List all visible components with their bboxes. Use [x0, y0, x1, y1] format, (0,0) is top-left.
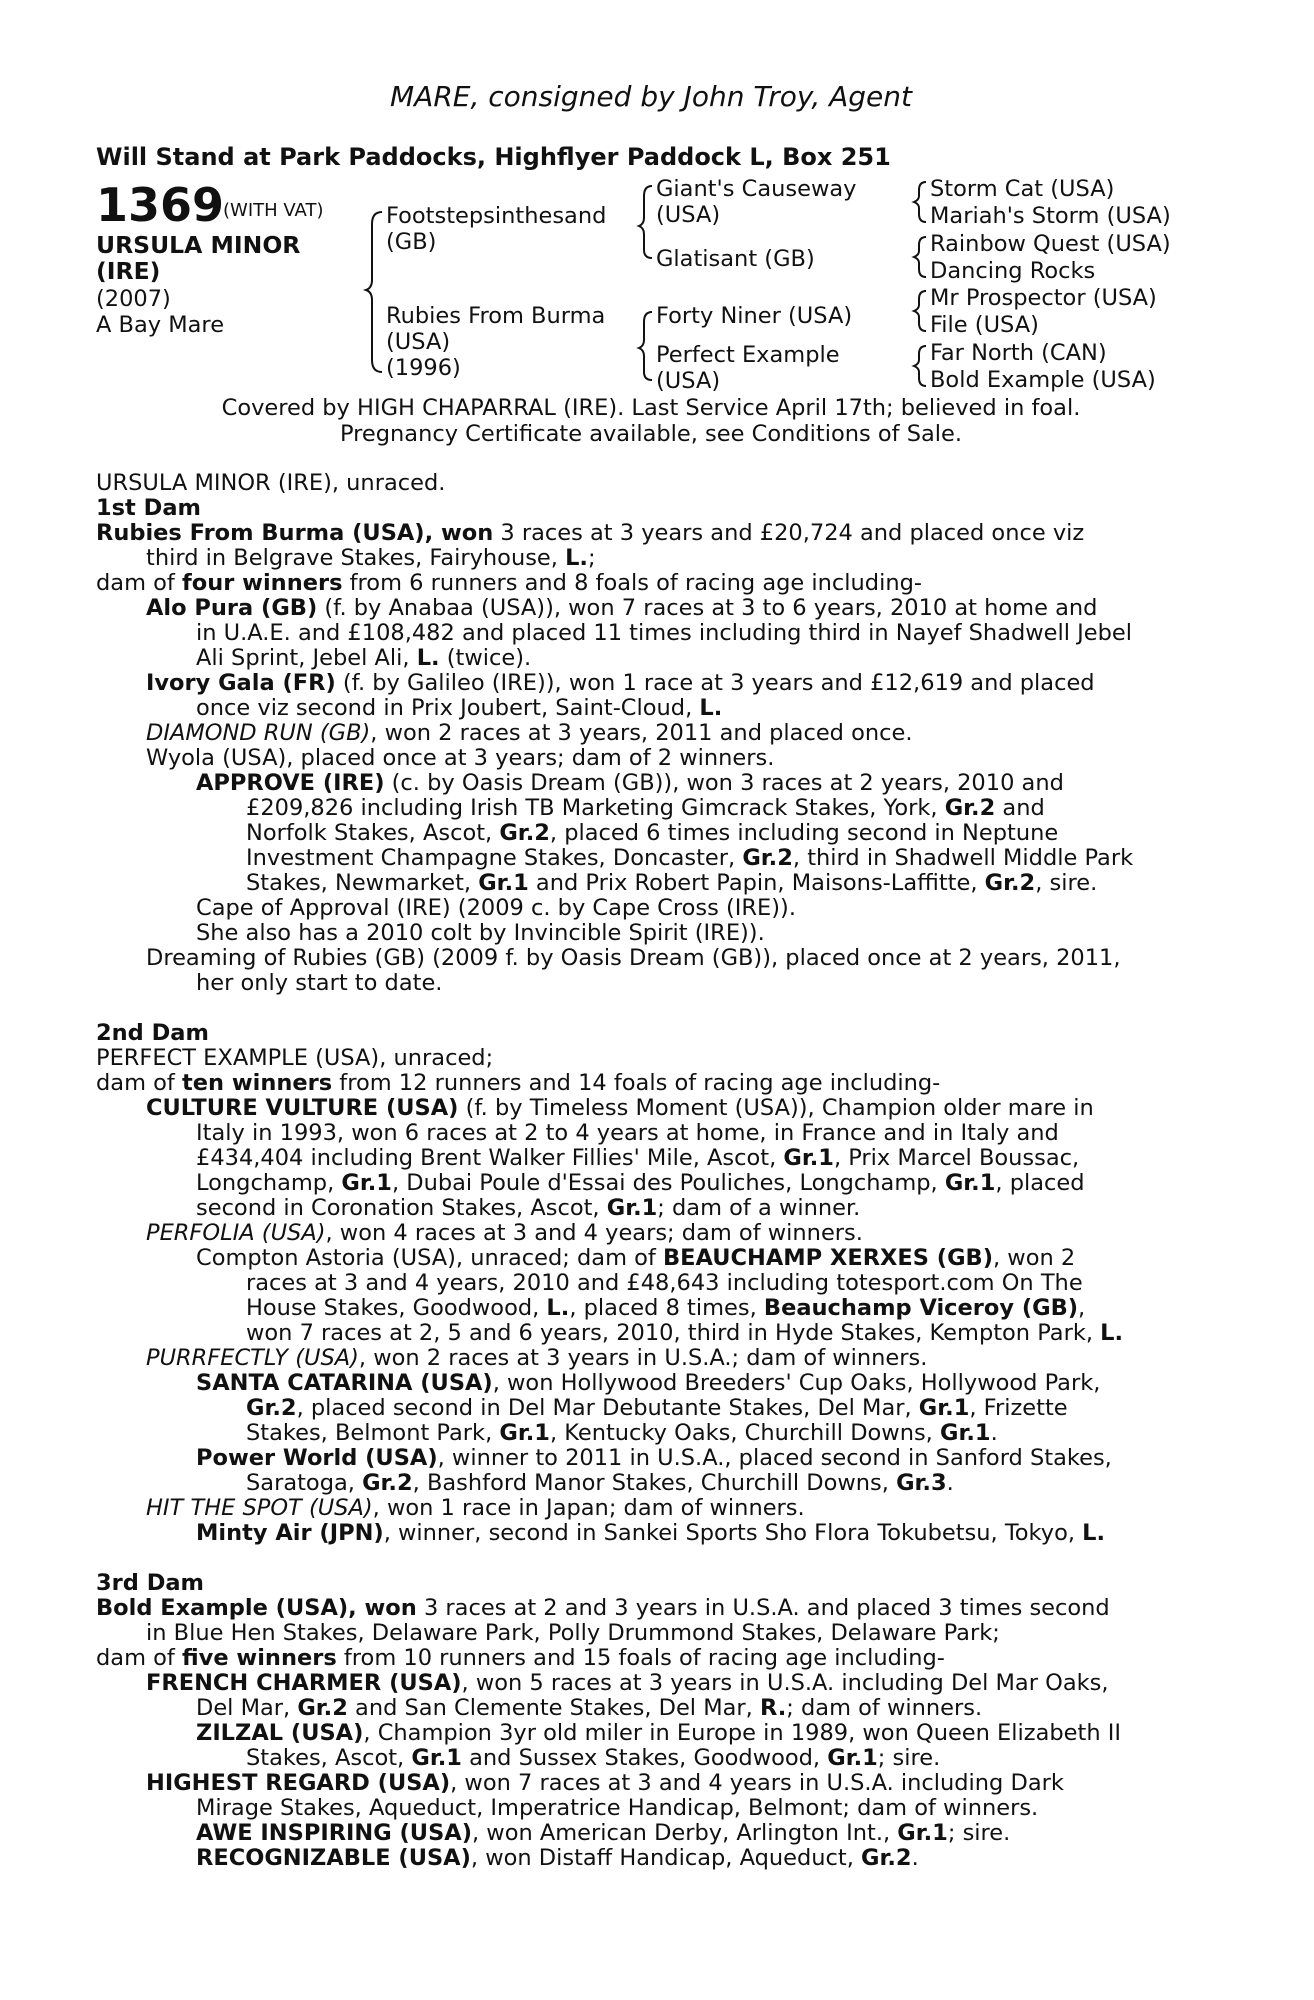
compton-line-2: races at 3 and 4 years, 2010 and £48,643 including totesport.com On The — [246, 1270, 1083, 1296]
text-run: Gr.2 — [362, 1470, 413, 1496]
text-run: Gr.1 — [341, 1170, 392, 1196]
text-run: Gr.1 — [499, 1420, 550, 1446]
cape-line: Cape of Approval (IRE) (2009 c. by Cape Cross (IRE)). — [196, 895, 796, 921]
zilzal-line-1 — [196, 1721, 1121, 1746]
text-run: won 7 races at 2, 5 and 6 years, 2010, third in Hyde Stakes, Kempton Park, — [246, 1320, 1101, 1346]
text-run: dam of — [96, 570, 182, 596]
text-run: ; sire. — [947, 1820, 1011, 1846]
text-run: Gr.1 — [411, 1745, 462, 1771]
horse-summary: URSULA MINOR (IRE), unraced. — [96, 470, 446, 496]
text-run: ; — [587, 545, 596, 571]
text-run: second in Coronation Stakes, Ascot, — [196, 1195, 607, 1221]
catalogue-page — [96, 0, 1206, 2000]
text-run: , won 4 races at 3 and 4 years; dam of winners. — [325, 1220, 863, 1246]
text-run: CULTURE VULTURE (USA) — [146, 1095, 459, 1121]
culture-vulture-line-5 — [196, 1196, 860, 1221]
awe-inspiring-line — [196, 1821, 1010, 1846]
text-run: Gr.1 — [944, 1170, 996, 1196]
ggp-3: Rainbow Quest (USA) — [930, 231, 1171, 257]
text-run: FRENCH CHARMER (USA) — [146, 1670, 462, 1696]
text-run: four winners — [181, 570, 343, 596]
text-run: RECOGNIZABLE (USA) — [196, 1845, 471, 1871]
power-world-line-2 — [246, 1471, 954, 1496]
third-dam-line-3 — [96, 1646, 945, 1671]
text-run: Beauchamp Viceroy (GB) — [763, 1295, 1079, 1321]
horse-origin: (IRE) — [96, 257, 161, 285]
text-run: , Champion 3yr old miler in Europe in 1989, won Queen Elizabeth II — [363, 1720, 1121, 1746]
text-run: . — [990, 1420, 998, 1446]
brace-ggp-1 — [914, 182, 926, 222]
approve-line-1 — [196, 771, 1064, 796]
text-run: , placed 6 times including second in Neptune — [549, 820, 1059, 846]
dam-dam-origin: (USA) — [656, 368, 721, 394]
alo-pura-line-3 — [196, 646, 531, 671]
dam-name: Rubies From Burma — [386, 303, 606, 329]
text-run: ten winners — [181, 1070, 333, 1096]
text-run: (f. by Timeless Moment (USA)), Champion older mare in — [458, 1095, 1094, 1121]
text-run: , won 2 — [992, 1245, 1076, 1271]
text-run: , placed — [995, 1170, 1085, 1196]
text-run: Gr.1 — [606, 1195, 658, 1221]
culture-vulture-line-4 — [196, 1171, 1085, 1196]
text-run: , Frizette — [969, 1395, 1068, 1421]
brace-sire — [639, 186, 652, 258]
text-run: , won — [348, 1595, 417, 1621]
stabling-location: Will Stand at Park Paddocks, Highflyer Paddock L, Box 251 — [96, 143, 891, 171]
text-run: PERFOLIA (USA) — [146, 1220, 326, 1246]
text-run: L. — [565, 545, 588, 571]
dreaming-line-1: Dreaming of Rubies (GB) (2009 f. by Oasis Dream (GB)), placed once at 2 years, 2011, — [146, 945, 1121, 971]
sire-origin: (GB) — [386, 229, 437, 255]
ggp-4: Dancing Rocks — [930, 258, 1096, 284]
first-dam-name: Rubies From Burma (USA) — [96, 520, 425, 546]
text-run: Saratoga, — [246, 1470, 363, 1496]
text-run: (f. by Galileo (IRE)), won 1 race at 3 years and £12,619 and placed — [335, 670, 1095, 696]
text-run: Gr.1 — [827, 1745, 878, 1771]
text-run: Stakes, Ascot, — [246, 1745, 412, 1771]
third-dam-line-2: in Blue Hen Stakes, Delaware Park, Polly Drummond Stakes, Delaware Park; — [146, 1620, 1000, 1646]
text-run: Compton Astoria (USA), unraced; dam of — [196, 1245, 664, 1271]
ivory-gala-line-1 — [146, 671, 1095, 696]
text-run: Gr.1 — [897, 1820, 948, 1846]
text-run: , won — [424, 520, 494, 546]
first-dam-heading: 1st Dam — [96, 495, 201, 521]
text-run: AWE INSPIRING (USA) — [196, 1820, 472, 1846]
text-run: L. — [1100, 1320, 1124, 1346]
text-run: , won Distaff Handicap, Aqueduct, — [470, 1845, 862, 1871]
text-run: and Sussex Stakes, Goodwood, — [461, 1745, 828, 1771]
alo-pura-line-2: in U.A.E. and £108,482 and placed 11 times including third in Nayef Shadwell Jebel — [196, 620, 1133, 646]
text-run: Norfolk Stakes, Ascot, — [246, 820, 500, 846]
power-world-line-1 — [196, 1446, 1112, 1471]
ggp-2: Mariah's Storm (USA) — [930, 203, 1171, 229]
horse-year: (2007) — [96, 286, 171, 312]
zilzal-line-2 — [246, 1746, 940, 1771]
minty-air-line — [196, 1521, 1105, 1546]
third-dam-line-1 — [96, 1596, 1110, 1621]
text-run: , third in Shadwell Middle Park — [792, 845, 1134, 871]
dam-dam-name: Perfect Example — [656, 342, 840, 368]
text-run: ; sire. — [877, 1745, 941, 1771]
text-run: , Prix Marcel Boussac, — [833, 1145, 1080, 1171]
text-run: , winner to 2011 in U.S.A., placed second in Sanford Stakes, — [437, 1445, 1112, 1471]
culture-vulture-line-1 — [146, 1096, 1094, 1121]
text-run: five winners — [181, 1645, 337, 1671]
pregnancy-note: Pregnancy Certificate available, see Conditions of Sale. — [339, 421, 963, 447]
text-run: and Prix Robert Papin, Maisons-Laffitte, — [528, 870, 985, 896]
text-run — [96, 521, 1084, 546]
santa-catarina-line-2 — [246, 1396, 1068, 1421]
text-run: £209,826 including Irish TB Marketing Gimcrack Stakes, York, — [246, 795, 945, 821]
text-run: third in Belgrave Stakes, Fairyhouse, — [146, 545, 566, 571]
sire-name: Footstepsinthesand — [386, 203, 607, 229]
diamond-run-line — [146, 721, 912, 746]
compton-line-3 — [246, 1296, 1085, 1321]
pedigree-braces — [96, 0, 1206, 420]
text-run: Power World (USA) — [196, 1445, 438, 1471]
text-run: Gr.2 — [944, 795, 996, 821]
vat-note: (WITH VAT) — [223, 200, 324, 221]
text-run: . — [911, 1845, 919, 1871]
ivory-gala-line-2 — [196, 696, 722, 721]
compton-line-4 — [246, 1321, 1123, 1346]
text-run: Stakes, Newmarket, — [246, 870, 479, 896]
second-dam-heading: 2nd Dam — [96, 1020, 209, 1046]
text-run: Gr.1 — [783, 1145, 834, 1171]
text-run: from 10 runners and 15 foals of racing age including- — [336, 1645, 945, 1671]
text-run: once viz second in Prix Joubert, Saint-Cloud, — [196, 695, 700, 721]
text-run: , won 7 races at 3 and 4 years in U.S.A. including Dark — [450, 1770, 1064, 1796]
brace-main — [366, 212, 382, 372]
sire-dam-name: Glatisant (GB) — [656, 246, 815, 272]
text-run: 3 races at 3 years and £20,724 and placed once viz — [493, 520, 1085, 546]
text-run: , won Hollywood Breeders' Cup Oaks, Hollywood Park, — [492, 1370, 1101, 1396]
text-run: from 6 runners and 8 foals of racing age including- — [342, 570, 922, 596]
text-run: Gr.2 — [861, 1845, 912, 1871]
text-run: , winner, second in Sankei Sports Sho Flora Tokubetsu, Tokyo, — [383, 1520, 1083, 1546]
first-dam-line-3 — [96, 571, 922, 596]
dam-year: (1996) — [386, 355, 461, 381]
text-run: Minty Air (JPN) — [196, 1520, 384, 1546]
text-run: Gr.3 — [896, 1470, 947, 1496]
santa-catarina-line-1 — [196, 1371, 1100, 1396]
second-dam-line-1: PERFECT EXAMPLE (USA), unraced; — [96, 1045, 494, 1071]
text-run: (c. by Oasis Dream (GB)), won 3 races at 2 years, 2010 and — [384, 770, 1064, 796]
dreaming-line-2: her only start to date. — [196, 970, 443, 996]
text-run: and San Clemente Stakes, Del Mar, — [347, 1695, 760, 1721]
text-run: BEAUCHAMP XERXES (GB) — [663, 1245, 993, 1271]
highest-regard-line-2: Mirage Stakes, Aqueduct, Imperatrice Handicap, Belmont; dam of winners. — [196, 1795, 1039, 1821]
text-run: ; dam of a winner. — [657, 1195, 861, 1221]
french-charmer-line-2 — [196, 1696, 982, 1721]
text-run: L. — [546, 1295, 570, 1321]
text-run: L. — [416, 645, 440, 671]
text-run: R. — [759, 1695, 787, 1721]
text-run: , placed 8 times, — [569, 1295, 764, 1321]
text-run: Gr.2 — [742, 845, 793, 871]
first-dam-line-1 — [96, 521, 1206, 546]
text-run: , Dubai Poule d'Essai des Pouliches, Longchamp, — [391, 1170, 945, 1196]
text-run: SANTA CATARINA (USA) — [196, 1370, 493, 1396]
text-run: (f. by Anabaa (USA)), won 7 races at 3 to 6 years, 2010 at home and — [317, 595, 1098, 621]
brace-ggp-4 — [914, 346, 926, 386]
text-run: DIAMOND RUN (GB) — [146, 720, 371, 746]
hit-the-spot-line — [146, 1496, 805, 1521]
text-run: Del Mar, — [196, 1695, 298, 1721]
text-run: from 12 runners and 14 foals of racing age including- — [332, 1070, 941, 1096]
text-run: dam of — [96, 1070, 182, 1096]
dam-origin: (USA) — [386, 329, 451, 355]
text-run: and — [995, 795, 1045, 821]
text-run: , won 1 race in Japan; dam of winners. — [372, 1495, 805, 1521]
text-run: Gr.1 — [918, 1395, 970, 1421]
culture-vulture-line-2: Italy in 1993, won 6 races at 2 to 4 years at home, in France and in Italy and — [196, 1120, 1059, 1146]
text-run: HIGHEST REGARD (USA) — [146, 1770, 451, 1796]
text-run: Investment Champagne Stakes, Doncaster, — [246, 845, 743, 871]
text-run: Gr.2 — [246, 1395, 297, 1421]
alo-pura-line-1 — [146, 596, 1097, 621]
text-run: , won 2 races at 3 years in U.S.A.; dam of winners. — [358, 1345, 928, 1371]
ggp-1: Storm Cat (USA) — [930, 176, 1115, 202]
first-dam-line-2 — [146, 546, 596, 571]
horse-description: A Bay Mare — [96, 312, 225, 338]
highest-regard-line-1 — [146, 1771, 1064, 1796]
text-run: L. — [1082, 1520, 1106, 1546]
text-run: dam of — [96, 1645, 182, 1671]
text-run: HIT THE SPOT (USA) — [146, 1495, 373, 1521]
text-run: Bold Example (USA) — [96, 1595, 349, 1621]
text-run: Ali Sprint, Jebel Ali, — [196, 645, 417, 671]
brace-ggp-2 — [914, 237, 926, 277]
dam-sire-name: Forty Niner (USA) — [656, 303, 853, 329]
text-run: PURRFECTLY (USA) — [146, 1345, 359, 1371]
compton-line-1 — [196, 1246, 1075, 1271]
text-run: Ivory Gala (FR) — [146, 670, 336, 696]
consignor-title: MARE, consigned by John Troy, Agent — [390, 80, 912, 113]
ggp-6: File (USA) — [930, 312, 1039, 338]
text-run: , — [1078, 1295, 1086, 1321]
approve-line-2 — [246, 796, 1045, 821]
text-run: Gr.2 — [297, 1695, 348, 1721]
text-run: 3 races at 2 and 3 years in U.S.A. and placed 3 times second — [416, 1595, 1110, 1621]
covered-note: Covered by HIGH CHAPARRAL (IRE). Last Service April 17th; believed in foal. — [221, 395, 1081, 421]
santa-catarina-line-3 — [246, 1421, 998, 1446]
brace-dam — [639, 312, 652, 380]
text-run: Gr.1 — [478, 870, 529, 896]
culture-vulture-line-3 — [196, 1146, 1079, 1171]
text-run: , won American Derby, Arlington Int., — [471, 1820, 898, 1846]
text-run: L. — [699, 695, 723, 721]
text-run: (twice). — [439, 645, 532, 671]
ggp-8: Bold Example (USA) — [930, 367, 1156, 393]
text-run: . — [946, 1470, 954, 1496]
text-run: £434,404 including Brent Walker Fillies' Mile, Ascot, — [196, 1145, 784, 1171]
horse-name: URSULA MINOR — [96, 231, 301, 259]
text-run: APPROVE (IRE) — [196, 770, 385, 796]
text-run: Gr.2 — [499, 820, 550, 846]
text-run: Longchamp, — [196, 1170, 342, 1196]
text-run: , sire. — [1035, 870, 1098, 896]
french-charmer-line-1 — [146, 1671, 1109, 1696]
text-run: , placed second in Del Mar Debutante Stakes, Del Mar, — [296, 1395, 919, 1421]
ggp-5: Mr Prospector (USA) — [930, 285, 1157, 311]
sire-sire-name: Giant's Causeway — [656, 176, 857, 202]
text-run: Gr.1 — [940, 1420, 991, 1446]
text-run: ZILZAL (USA) — [196, 1720, 364, 1746]
lot-number: 1369 — [96, 178, 225, 232]
second-dam-line-2 — [96, 1071, 940, 1096]
text-run: , Bashford Manor Stakes, Churchill Downs, — [412, 1470, 897, 1496]
approve-line-4 — [246, 846, 1133, 871]
text-run: ; dam of winners. — [786, 1695, 983, 1721]
approve-line-5 — [246, 871, 1097, 896]
third-dam-heading: 3rd Dam — [96, 1570, 204, 1596]
text-run: House Stakes, Goodwood, — [246, 1295, 547, 1321]
brace-ggp-3 — [914, 291, 926, 331]
text-run: Gr.2 — [984, 870, 1036, 896]
ggp-7: Far North (CAN) — [930, 340, 1107, 366]
perfolia-line — [146, 1221, 863, 1246]
recognizable-line — [196, 1846, 919, 1871]
purrfectly-line — [146, 1346, 927, 1371]
text-run: Alo Pura (GB) — [146, 595, 318, 621]
text-run: Stakes, Belmont Park, — [246, 1420, 500, 1446]
she-also-line: She also has a 2010 colt by Invincible Spirit (IRE)). — [196, 920, 765, 946]
sire-sire-origin: (USA) — [656, 202, 721, 228]
text-run: , won 2 races at 3 years, 2011 and placed once. — [370, 720, 913, 746]
text-run: , Kentucky Oaks, Churchill Downs, — [549, 1420, 940, 1446]
text-run: , won 5 races at 3 years in U.S.A. including Del Mar Oaks, — [461, 1670, 1109, 1696]
approve-line-3 — [246, 821, 1058, 846]
wyola-line: Wyola (USA), placed once at 3 years; dam of 2 winners. — [146, 745, 775, 771]
